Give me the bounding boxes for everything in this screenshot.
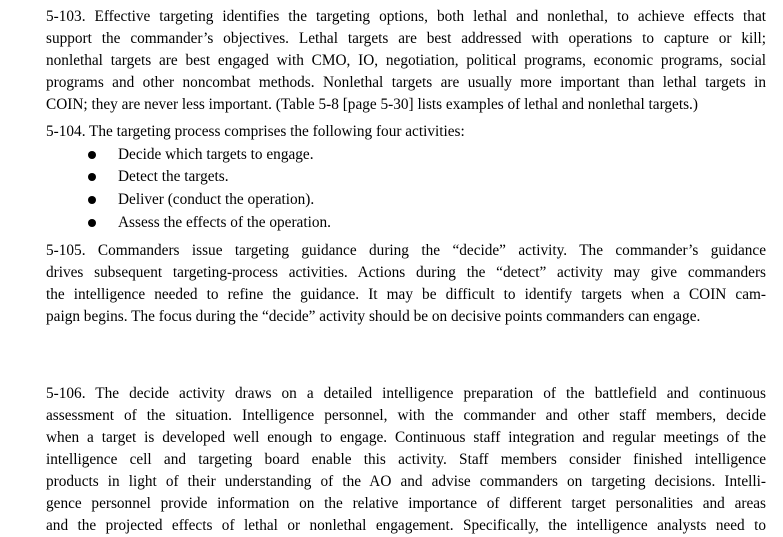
bullet-icon: [88, 196, 96, 204]
text-line: products in light of their understanding of the AO and advise commanders on targeting decisions. Intelli-: [46, 473, 766, 490]
text-line: the intelligence needed to refine the guidance. It may be difficult to identify targets when a COIN cam-: [46, 286, 766, 303]
text-line: COIN; they are never less important. (Table 5-8 [page 5-30] lists examples of lethal and nonlethal targets.): [46, 96, 698, 113]
bullet-text: Detect the targets.: [118, 168, 229, 185]
text-line: 5-103. Effective targeting identifies the targeting options, both lethal and nonlethal, to achieve effects that: [46, 8, 766, 25]
bullet-text: Assess the effects of the operation.: [118, 214, 331, 231]
bullet-text: Decide which targets to engage.: [118, 146, 314, 163]
text-line: 5-105. Commanders issue targeting guidance during the “decide” activity. The commander’s guidance: [46, 242, 766, 259]
bullet-icon: [88, 173, 96, 181]
text-line: and the projected effects of lethal or nonlethal engagement. Specifically, the intelligence analysts need to: [46, 517, 766, 534]
text-line: when a target is developed well enough to engage. Continuous staff integration and regular meetings of the: [46, 429, 766, 446]
text-line: support the commander’s objectives. Lethal targets are best addressed with operations to capture or kill;: [46, 30, 766, 47]
text-line: intelligence cell and targeting board enable this activity. Staff members consider finished intelligence: [46, 451, 766, 468]
text-line: 5-106. The decide activity draws on a detailed intelligence preparation of the battlefield and continuous: [46, 385, 766, 402]
text-line: programs and other noncombat methods. Nonlethal targets are usually more important than lethal targets in: [46, 74, 766, 91]
text-line: nonlethal targets are best engaged with CMO, IO, negotiation, political programs, economic programs, social: [46, 52, 766, 69]
text-line: assessment of the situation. Intelligence personnel, with the commander and other staff members, decide: [46, 407, 766, 424]
bullet-icon: [88, 219, 96, 227]
text-line: gence personnel provide information on the relative importance of different target personalities and areas: [46, 495, 766, 512]
bullet-text: Deliver (conduct the operation).: [118, 191, 315, 208]
text-line: paign begins. The focus during the “decide” activity should be on decisive points commanders can engage.: [46, 308, 701, 325]
text-line: 5-104. The targeting process comprises the following four activities:: [46, 123, 465, 140]
bullet-icon: [88, 151, 96, 159]
text-line: drives subsequent targeting-process activities. Actions during the “detect” activity may give commanders: [46, 264, 766, 281]
